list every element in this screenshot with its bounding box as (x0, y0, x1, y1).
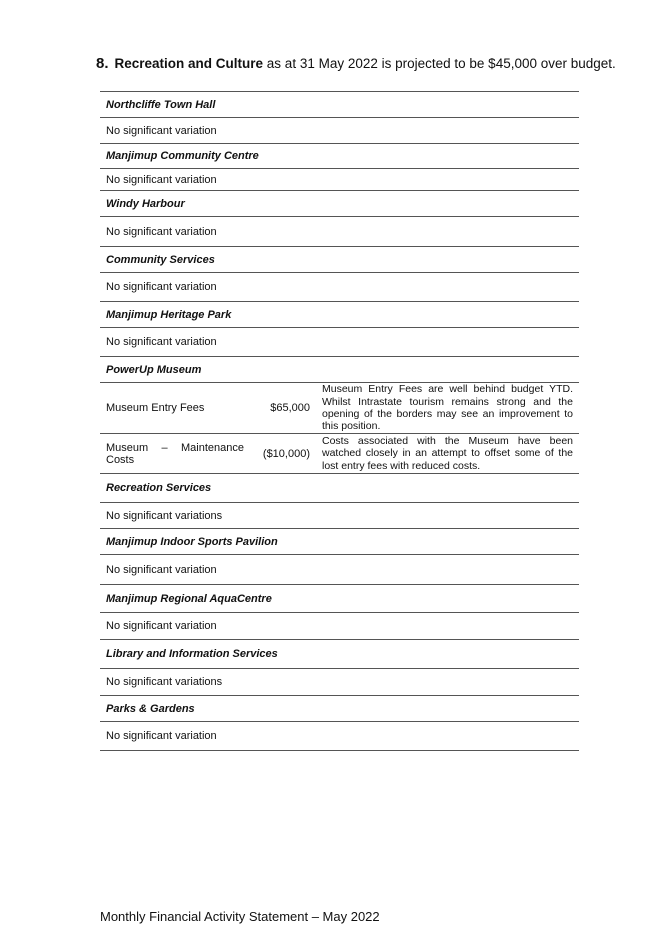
table-section-header: Library and Information Services (100, 640, 579, 669)
table-row: No significant variation (100, 273, 579, 302)
table-section-header: Northcliffe Town Hall (100, 92, 579, 118)
page-footer: Monthly Financial Activity Statement – May 2022 (100, 909, 380, 924)
item-name: Museum Entry Fees (106, 402, 205, 414)
section-number: 8. (96, 55, 109, 72)
table-row: No significant variations (100, 503, 579, 529)
table-section-header: Parks & Gardens (100, 696, 579, 722)
table-section-header: Manjimup Community Centre (100, 144, 579, 169)
table-row: No significant variation (100, 169, 579, 191)
table-row (100, 383, 579, 434)
table-row: No significant variation (100, 613, 579, 640)
item-amount: ($10,000) (262, 447, 310, 460)
item-amount: $65,000 (270, 402, 310, 414)
table-row: No significant variation (100, 118, 579, 144)
section-summary: as at 31 May 2022 is projected to be $45,000 over budget. (263, 56, 616, 71)
table-section-header: Community Services (100, 247, 579, 273)
table-section-header: Manjimup Regional AquaCentre (100, 585, 579, 613)
table-section-header: Manjimup Indoor Sports Pavilion (100, 529, 579, 555)
table-row: No significant variations (100, 669, 579, 696)
table-row: No significant variation (100, 217, 579, 247)
section-heading (96, 55, 636, 72)
table-section-header: PowerUp Museum (100, 357, 579, 383)
item-name: Museum – Maintenance Costs (106, 441, 244, 466)
section-title: Recreation and Culture (114, 56, 264, 71)
table-section-header: Windy Harbour (100, 191, 579, 217)
item-description: Museum Entry Fees are well behind budget YTD. Whilst Intrastate tourism remains strong and the opening of the borders may see an improvement to this position. (322, 383, 573, 433)
variance-table (100, 91, 579, 751)
table-row: No significant variation (100, 328, 579, 357)
table-row: No significant variation (100, 555, 579, 585)
item-description: Costs associated with the Museum have been watched closely in an attempt to offset some of the lost entry fees with reduced costs. (322, 435, 573, 472)
table-row: No significant variation (100, 722, 579, 751)
table-section-header: Manjimup Heritage Park (100, 302, 579, 328)
table-row (100, 434, 579, 474)
table-section-header: Recreation Services (100, 474, 579, 503)
